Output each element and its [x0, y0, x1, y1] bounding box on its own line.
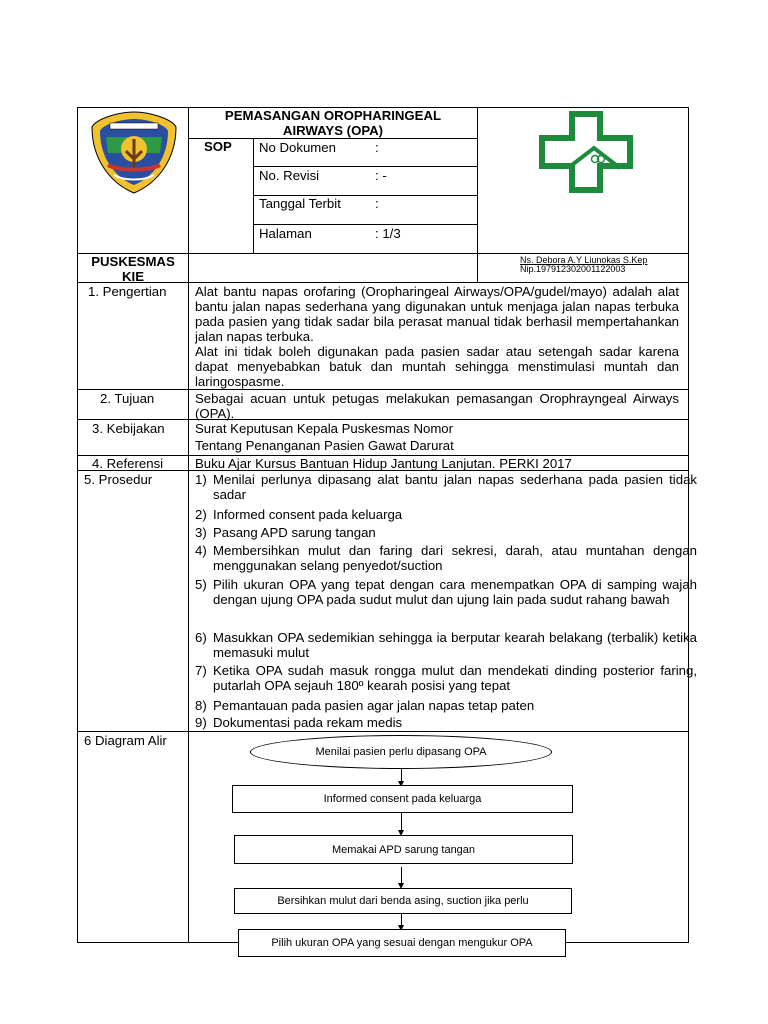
- step-number: 1): [195, 472, 207, 487]
- document-title: PEMASANGAN OROPHARINGEAL AIRWAYS (OPA): [224, 108, 442, 138]
- label-referensi: 4. Referensi: [92, 456, 164, 471]
- step-number: 6): [195, 630, 207, 645]
- meta-label-halaman: Halaman: [259, 226, 312, 241]
- label-tujuan: 2. Tujuan: [100, 391, 155, 406]
- sop-label: SOP: [204, 139, 232, 154]
- step-number: 5): [195, 577, 207, 592]
- meta-label-tanggal-terbit: Tanggal Terbit: [259, 196, 341, 211]
- flow-arrow: [401, 867, 402, 884]
- health-cross-logo: [538, 110, 634, 194]
- flow-node: Pilih ukuran OPA yang sesuai dengan mengukur OPA: [238, 929, 566, 957]
- meta-value-no-revisi: : -: [375, 168, 387, 183]
- step-number: 8): [195, 698, 207, 713]
- step-text: Informed consent pada keluarga: [213, 507, 403, 522]
- label-pengertian: 1. Pengertian: [88, 284, 167, 299]
- step-text: Ketika OPA sudah masuk rongga mulut dan mendekati dinding posterior faring, putarlah OPA sejauh 180º kearah posisi yang tepat: [213, 663, 697, 693]
- step-number: 7): [195, 663, 207, 678]
- flow-arrow: [401, 813, 402, 831]
- flow-node: Bersihkan mulut dari benda asing, suction jika perlu: [234, 888, 572, 914]
- signer-nip: Nip.197912302001122003: [520, 264, 626, 274]
- step-text: Menilai perlunya dipasang alat bantu jalan napas sederhana pada pasien tidak sadar: [213, 472, 697, 502]
- meta-value-no-dokumen: :: [375, 140, 379, 155]
- step-number: 9): [195, 715, 207, 730]
- meta-value-tanggal-terbit: :: [375, 196, 379, 211]
- institution-name: PUSKESMAS KIE: [91, 254, 175, 284]
- meta-label-no-revisi: No. Revisi: [259, 168, 320, 183]
- step-text: Dokumentasi pada rekam medis: [213, 715, 403, 730]
- label-prosedur: 5. Prosedur: [84, 472, 153, 487]
- step-text: Membersihkan mulut dan faring dari sekresi, darah, atau muntahan dengan menggunakan selang penyedot/suction: [213, 543, 697, 573]
- pengertian-paragraph-2: Alat ini tidak boleh digunakan pada pasien sadar atau setengah sadar karena dapat menyebabkan batuk dan muntah sehingga menstimulasi muntah dan laringospasme.: [195, 344, 679, 389]
- step-number: 2): [195, 507, 207, 522]
- flow-arrow: [401, 914, 402, 926]
- kebijakan-line-2: Tentang Penanganan Pasien Gawat Darurat: [195, 438, 454, 453]
- meta-label-no-dokumen: No Dokumen: [259, 140, 336, 155]
- step-number: 3): [195, 525, 207, 540]
- puskesmas-logo: [88, 109, 180, 195]
- step-text: Pilih ukuran OPA yang tepat dengan cara menempatkan OPA di samping wajah dengan ujung OPA pada sudut mulut dan ujung lain pada sudut rahang bawah: [213, 577, 697, 607]
- pengertian-paragraph-1: Alat bantu napas orofaring (Oropharingeal Airways/OPA/gudel/mayo) adalah alat bantu jalan napas sederhana yang digunakan untuk menjaga jalan napas terbuka pada pasien yang tidak sadar bila perasat manual tidak berhasil mempertahankan jalan napas terbuka.: [195, 284, 679, 344]
- step-text: Pemantauan pada pasien agar jalan napas tetap paten: [213, 698, 535, 713]
- step-number: 4): [195, 543, 207, 558]
- kebijakan-line-1: Surat Keputusan Kepala Puskesmas Nomor: [195, 421, 454, 436]
- meta-value-halaman: : 1/3: [375, 226, 401, 241]
- signer-name: Ns. Debora A.Y Liunokas S.Kep: [520, 255, 648, 265]
- flow-node: Informed consent pada keluarga: [232, 785, 573, 813]
- flow-arrow: [401, 769, 402, 782]
- label-kebijakan: 3. Kebijakan: [92, 421, 165, 436]
- flow-node-start: Menilai pasien perlu dipasang OPA: [250, 735, 552, 769]
- step-text: Pasang APD sarung tangan: [213, 525, 376, 540]
- tujuan-text: Sebagai acuan untuk petugas melakukan pemasangan Orophrayngeal Airways (OPA).: [195, 391, 679, 421]
- label-diagram-alir: 6 Diagram Alir: [84, 733, 167, 748]
- step-text: Masukkan OPA sedemikian sehingga ia berputar kearah belakang (terbalik) ketika memasuki mulut: [213, 630, 697, 660]
- referensi-text: Buku Ajar Kursus Bantuan Hidup Jantung Lanjutan. PERKI 2017: [195, 456, 572, 471]
- flow-node: Memakai APD sarung tangan: [234, 835, 573, 864]
